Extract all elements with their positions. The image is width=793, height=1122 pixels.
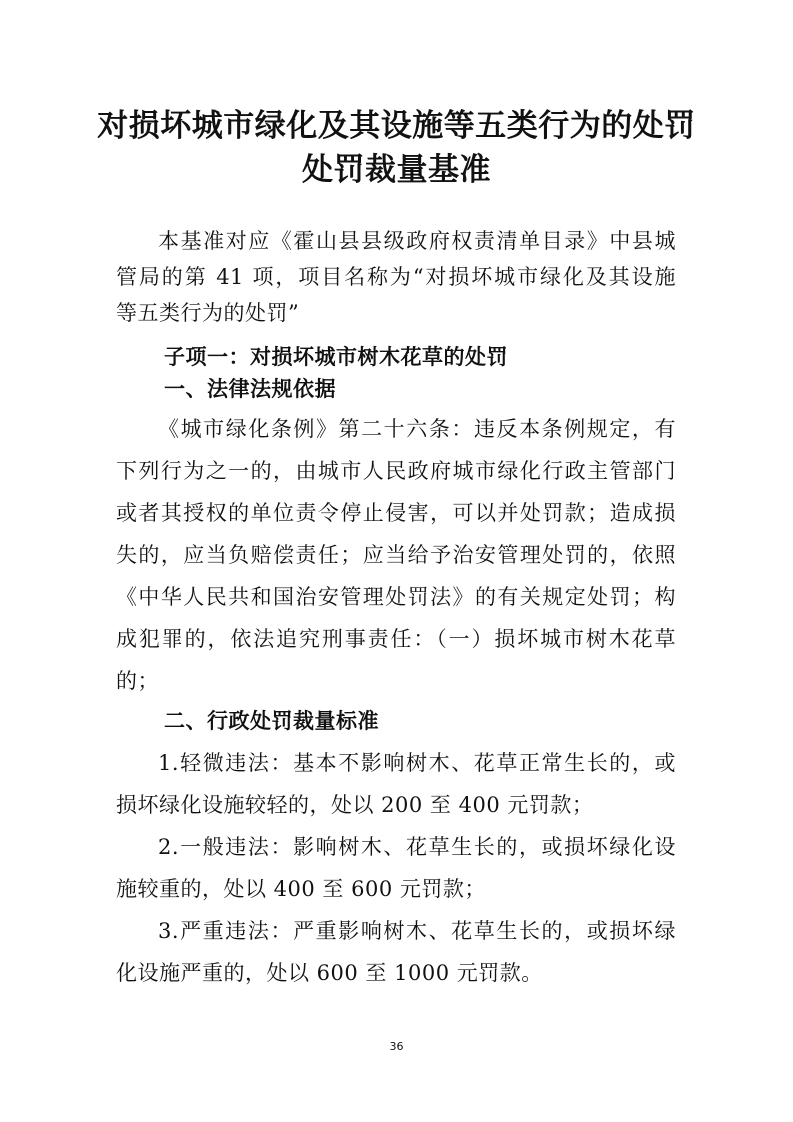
legal-text-line: 或者其授权的单位责令停止侵害，可以并处罚款；造成损	[116, 501, 676, 525]
intro-line-3: 等五类行为的处罚”	[116, 301, 300, 325]
document-title-line-1: 对损坏城市绿化及其设施等五类行为的处罚	[97, 108, 696, 144]
legal-text-line: 失的，应当负赔偿责任；应当给予治安管理处罚的，依照	[116, 543, 676, 567]
penalty-standard-line: 化设施严重的，处以 600 至 1000 元罚款。	[116, 961, 543, 985]
penalty-standard-line: 3.严重违法：严重影响树木、花草生长的，或损坏绿	[158, 919, 676, 943]
section-heading-legal-basis: 一、法律法规依据	[164, 377, 336, 401]
legal-text-line: 的；	[116, 669, 159, 693]
intro-line-2: 管局的第 41 项，项目名称为“对损坏城市绿化及其设施	[116, 265, 676, 289]
penalty-standard-line: 2.一般违法：影响树木、花草生长的，或损坏绿化设	[158, 835, 676, 859]
document-title-line-2: 处罚裁量基准	[302, 152, 491, 188]
intro-line-1: 本基准对应《霍山县县级政府权责清单目录》中县城	[158, 229, 676, 253]
legal-text-line: 下列行为之一的，由城市人民政府城市绿化行政主管部门	[116, 459, 676, 483]
legal-text-line: 《中华人民共和国治安管理处罚法》的有关规定处罚；构	[116, 585, 676, 609]
penalty-standard-line: 施较重的，处以 400 至 600 元罚款；	[116, 877, 486, 901]
section-heading-penalty-standards: 二、行政处罚裁量标准	[164, 709, 379, 733]
penalty-standard-line: 损坏绿化设施较轻的，处以 200 至 400 元罚款；	[116, 793, 594, 817]
page-number: 36	[389, 1040, 404, 1053]
legal-text-line: 成犯罪的，依法追究刑事责任：（一）损坏城市树木花草	[116, 627, 676, 651]
penalty-standard-line: 1.轻微违法：基本不影响树木、花草正常生长的，或	[158, 751, 676, 775]
legal-text-line: 《城市绿化条例》第二十六条：违反本条例规定，有	[158, 417, 676, 441]
subitem-heading: 子项一：对损坏城市树木花草的处罚	[164, 345, 508, 369]
